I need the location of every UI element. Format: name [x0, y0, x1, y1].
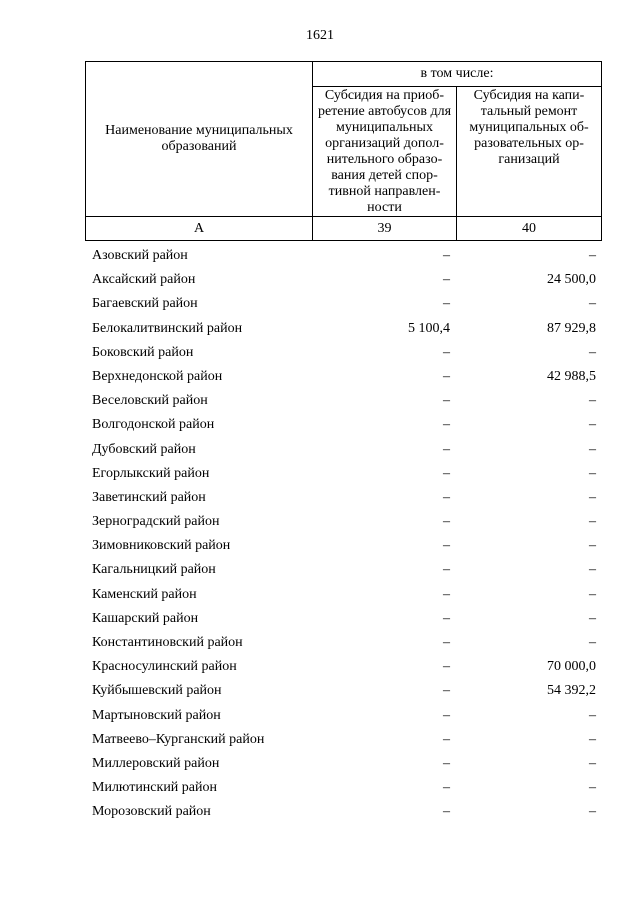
table-row	[85, 704, 601, 728]
row-value-40: –	[589, 514, 596, 530]
row-value-39: –	[443, 441, 450, 457]
row-value-40: –	[589, 465, 596, 481]
row-name: Каменский район	[92, 586, 197, 602]
row-value-40: –	[589, 248, 596, 263]
header-col-40: Субсидия на капи-тальный ремонт муниципальных об-разовательных ор-ганизаций	[457, 87, 602, 217]
table-row	[85, 728, 601, 752]
row-value-39: –	[443, 368, 450, 384]
row-value-40: –	[589, 562, 596, 578]
row-value-39: –	[443, 755, 450, 771]
row-name: Красносулинский район	[92, 659, 237, 675]
row-value-40: –	[589, 610, 596, 626]
header-code-39: 39	[313, 217, 457, 241]
page-number: 1621	[306, 28, 334, 43]
row-value-39: –	[443, 804, 450, 820]
table-row	[85, 292, 601, 316]
row-name: Егорлыкский район	[92, 465, 210, 481]
row-value-39: –	[443, 731, 450, 747]
row-value-39: –	[443, 707, 450, 723]
table-row	[85, 341, 601, 365]
table-row	[85, 776, 601, 800]
table-row	[85, 655, 601, 679]
table-row	[85, 510, 601, 534]
row-name: Боковский район	[92, 344, 194, 360]
row-value-39: –	[443, 344, 450, 360]
row-name: Матвеево–Курганский район	[92, 731, 265, 747]
row-name: Константиновский район	[92, 635, 243, 650]
table-row	[85, 462, 601, 486]
row-name: Куйбышевский район	[92, 683, 222, 699]
table-row	[85, 438, 601, 462]
row-name: Мартыновский район	[92, 707, 221, 723]
row-name: Кагальницкий район	[92, 562, 216, 578]
row-name: Зерноградский район	[92, 514, 220, 530]
row-value-40: –	[589, 344, 596, 360]
table-row	[85, 534, 601, 558]
row-name: Волгодонской район	[92, 417, 215, 433]
row-name: Аксайский район	[92, 272, 196, 288]
row-value-39: –	[443, 296, 450, 312]
row-name: Миллеровский район	[92, 755, 220, 771]
row-value-40: –	[589, 755, 596, 771]
table-row	[85, 583, 601, 607]
table-row	[85, 486, 601, 510]
row-name: Азовский район	[92, 248, 188, 263]
row-value-40: –	[589, 441, 596, 457]
row-value-40: 24 500,0	[547, 272, 596, 288]
table-row	[85, 365, 601, 389]
table-row	[85, 389, 601, 413]
row-value-39: –	[443, 780, 450, 796]
row-value-40: 54 392,2	[547, 683, 596, 699]
header-name-column: Наименование муниципальных образований	[86, 62, 313, 217]
table-row	[85, 244, 601, 268]
row-value-40: –	[589, 393, 596, 409]
row-value-39: –	[443, 635, 450, 650]
row-name: Дубовский район	[92, 441, 196, 457]
row-value-39: 5 100,4	[408, 320, 450, 336]
row-name: Морозовский район	[92, 804, 211, 820]
row-value-39: –	[443, 514, 450, 530]
row-value-40: –	[589, 731, 596, 747]
header-col-39: Субсидия на приоб-ретение автобусов для муниципальных организаций допол-нительного образо-вания детей спор-тивной направлен-ности	[313, 87, 457, 217]
table-body	[85, 244, 601, 825]
row-name: Милютинский район	[92, 780, 218, 796]
row-value-40: –	[589, 586, 596, 602]
header-code-40: 40	[457, 217, 602, 241]
row-value-39: –	[443, 610, 450, 626]
row-value-40: –	[589, 296, 596, 312]
row-name: Веселовский район	[92, 393, 208, 409]
row-value-39: –	[443, 417, 450, 433]
table-row	[85, 631, 601, 655]
row-name: Белокалитвинский район	[92, 320, 243, 336]
table-row	[85, 679, 601, 703]
table-row	[85, 752, 601, 776]
header-code-a: А	[86, 217, 313, 241]
table-row	[85, 607, 601, 631]
row-value-40: –	[589, 780, 596, 796]
row-value-40: –	[589, 707, 596, 723]
row-value-39: –	[443, 248, 450, 263]
row-value-40: 70 000,0	[547, 659, 596, 675]
row-value-40: –	[589, 489, 596, 505]
row-value-40: –	[589, 635, 596, 650]
row-value-39: –	[443, 538, 450, 554]
table-header	[85, 61, 602, 241]
row-value-39: –	[443, 586, 450, 602]
table-row	[85, 558, 601, 582]
row-value-39: –	[443, 272, 450, 288]
table-row	[85, 800, 601, 824]
row-value-39: –	[443, 465, 450, 481]
row-value-40: –	[589, 538, 596, 554]
row-name: Кашарский район	[92, 610, 199, 626]
row-name: Заветинский район	[92, 489, 206, 505]
row-value-40: 42 988,5	[547, 368, 596, 384]
table-row	[85, 413, 601, 437]
row-name: Зимовниковский район	[92, 538, 231, 554]
row-name: Багаевский район	[92, 296, 198, 312]
row-value-39: –	[443, 659, 450, 675]
row-value-40: –	[589, 804, 596, 820]
row-value-39: –	[443, 393, 450, 409]
table-row	[85, 268, 601, 292]
row-name: Верхнедонской район	[92, 368, 223, 384]
row-value-40: 87 929,8	[547, 320, 596, 336]
row-value-39: –	[443, 562, 450, 578]
row-value-40: –	[589, 417, 596, 433]
row-value-39: –	[443, 489, 450, 505]
header-group: в том числе:	[313, 62, 602, 87]
table-row	[85, 317, 601, 341]
row-value-39: –	[443, 683, 450, 699]
